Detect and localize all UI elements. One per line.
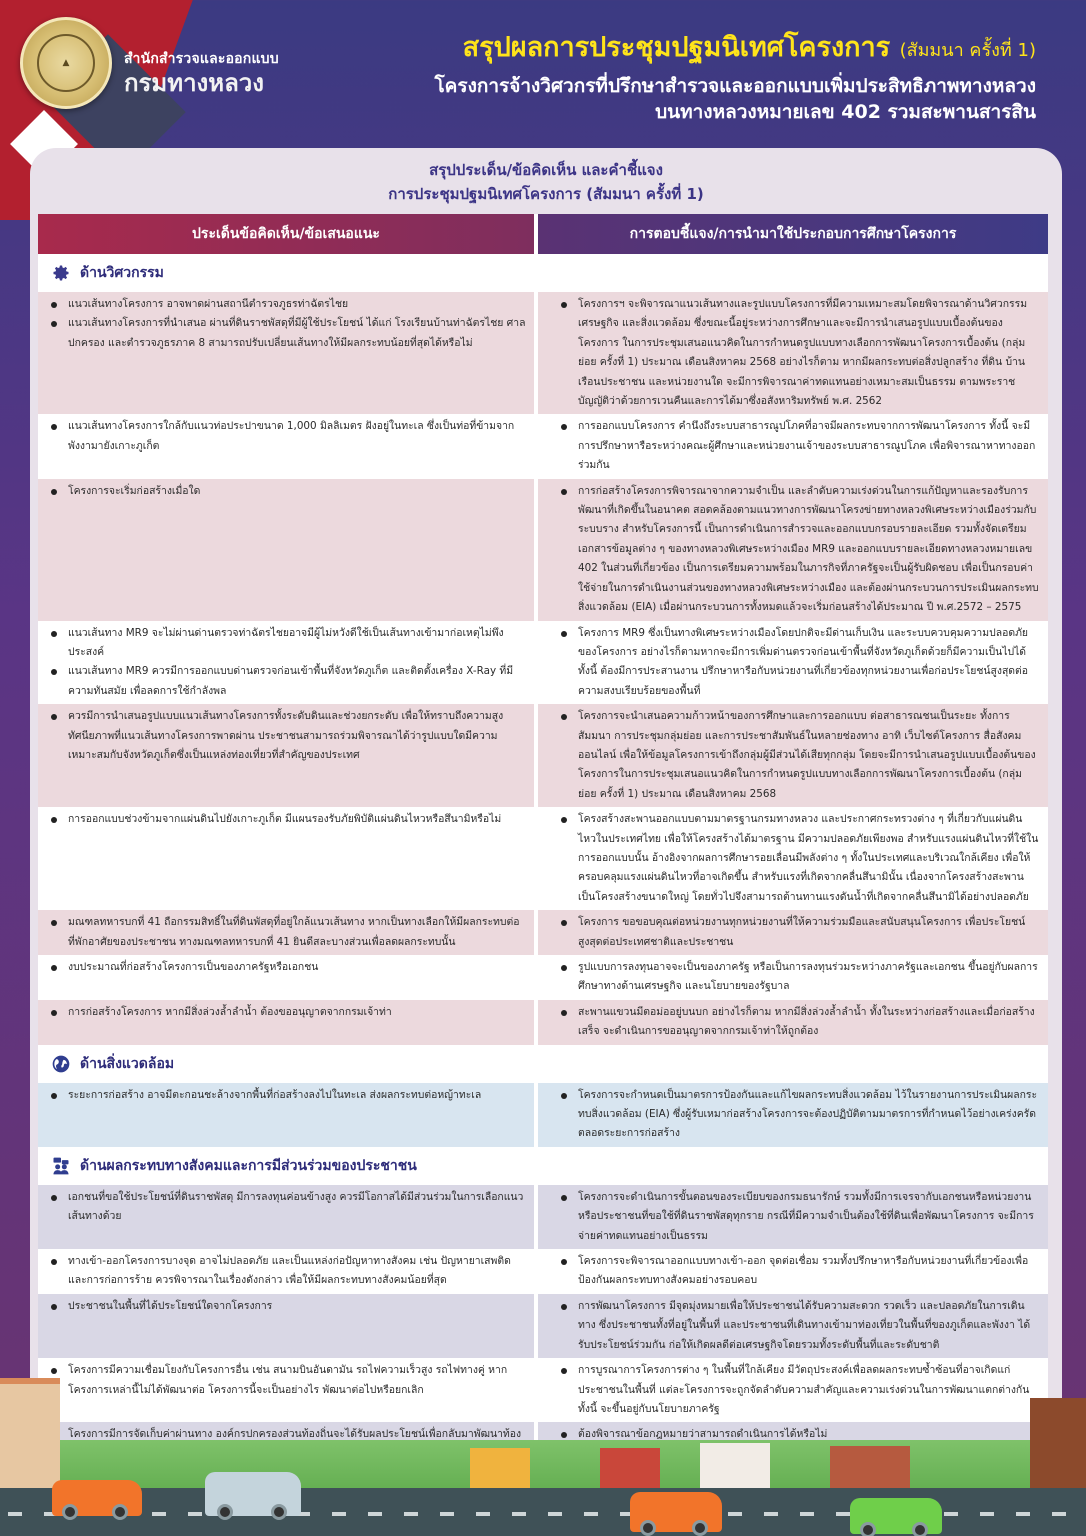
response-cell — [538, 1358, 1048, 1422]
issue-cell — [38, 910, 534, 955]
response-cell — [538, 807, 1048, 910]
bullet-list — [46, 295, 526, 353]
org-main-name: กรมทางหลวง — [124, 69, 264, 97]
page-title-text: สรุปผลการประชุมปฐมนิเทศโครงการ — [462, 32, 891, 63]
response-item: การบูรณาการโครงการต่าง ๆ ในพื้นที่ใกล้เคียง มีวัตถุประสงค์เพื่อลดผลกระทบซ้ำซ้อนที่อาจเกิดแก่ประชาชนในพื้นที่ แต่ละโครงการจะถูกจัดลำดับความสำคัญและความเร่งด่วนในการพัฒนาแตกต่างกัน ทั้งนี้ จะขึ้นอยู่กับนโยบายภาครัฐ — [556, 1361, 1040, 1419]
table-row — [38, 1358, 1048, 1422]
table-row — [38, 1083, 1048, 1147]
wheel — [692, 1520, 708, 1536]
table-row — [38, 621, 1048, 705]
issue-cell — [38, 1358, 534, 1422]
lane-dash — [152, 1512, 166, 1516]
house-yellow — [470, 1448, 530, 1488]
bullet-list — [46, 1188, 526, 1227]
response-cell — [538, 414, 1048, 478]
issue-item: เอกชนที่ขอใช้ประโยชน์ที่ดินราชพัสดุ มีการลงทุนค่อนข้างสูง ควรมีโอกาสได้มีส่วนร่วมในการเลือกแนวเส้นทางด้วย — [46, 1188, 526, 1227]
response-item: การพัฒนาโครงการ มีจุดมุ่งหมายเพื่อให้ประชาชนได้รับความสะดวก รวดเร็ว และปลอดภัยในการเดินทาง ซึ่งประชาชนทั้งที่อยู่ในพื้นที่ และประชาชนที่เดินทางเข้ามาท่องเที่ยวในพื้นที่ของภูเก็ตและพังงา ได้รับประโยชน์ร่วมกัน ก่อให้เกิดผลดีต่อเศรษฐกิจโดยรวมทั้งระดับพื้นที่และระดับชาติ — [556, 1297, 1040, 1355]
card-title-line-2: การประชุมปฐมนิเทศโครงการ (สัมมนา ครั้งที่ 1) — [388, 185, 704, 203]
section-header — [38, 254, 1048, 292]
section-header — [38, 1045, 1048, 1083]
card-title — [30, 148, 1062, 206]
response-item: โครงการจะนำเสนอความก้าวหน้าของการศึกษาและการออกแบบ ต่อสาธารณชนเป็นระยะ ทั้งการสัมมนา การประชุมกลุ่มย่อย และการประชาสัมพันธ์ในหลายช่องทาง อาทิ เว็บไซต์โครงการ สื่อสังคมออนไลน์ เพื่อให้ข้อมูลโครงการเข้าถึงกลุ่มผู้มีส่วนได้เสียทุกกลุ่ม โดยจะมีการนำเสนอรูปแบบเบื้องต้นของโครงการในการประชุมเสนอแนวคิดในการกำหนดรูปแบบทางเลือกการพัฒนาโครงการเบื้องต้น (กลุ่มย่อย ครั้งที่ 1) ประมาณ เดือนสิงหาคม 2568 — [556, 707, 1040, 804]
response-item: โครงการจะพิจารณาออกแบบทางเข้า-ออก จุดต่อเชื่อม รวมทั้งปรึกษาหารือกับหน่วยงานที่เกี่ยวข้องเพื่อป้องกันผลกระทบทางสังคมอย่างรอบคอบ — [556, 1252, 1040, 1291]
issue-cell — [38, 704, 534, 807]
response-item: การก่อสร้างโครงการพิจารณาจากความจำเป็น และลำดับความเร่งด่วนในการแก้ปัญหาและรองรับการพัฒนาที่เกิดขึ้นในอนาคต สอดคล้องตามแนวทางการพัฒนาโครงข่ายทางหลวงพิเศษระหว่างเมืองร่วมกับระบบราง สำหรับโครงการนี้ เป็นการดำเนินการสำรวจและออกแบบกรอบรายละเอียด รวมทั้งจัดเตรียมเอกสารข้อมูลต่าง ๆ ของทางหลวงพิเศษระหว่างเมือง MR9 และออกแบบรายละเอียดทางหลวงหมายเลข 402 ในส่วนที่เกี่ยวข้อง เป็นการเตรียมความพร้อมในภารกิจที่ภาครัฐจะเป็นผู้รับผิดชอบ เพื่อเป็นกรอบค่าใช้จ่ายในการดำเนินงานส่วนของทางหลวงพิเศษระหว่างเมือง และต้องผ่านกระบวนการประเมินผลกระทบสิ่งแวดล้อม (EIA) เมื่อผ่านกระบวนการทั้งหมดแล้วจะเริ่มก่อนสร้างได้ประมาณ ปี พ.ศ.2572 – 2575 — [556, 482, 1040, 618]
response-item: โครงการจะดำเนินการขั้นตอนของระเบียบของกรมธนารักษ์ รวมทั้งมีการเจรจากับเอกชนหรือหน่วยงาน หรือประชาชนที่ขอใช้ที่ดินราชพัสดุทุกราย กรณีที่มีความจำเป็นต้องใช้ที่ดินเพื่อพัฒนาโครงการ จะมีการจ่ายค่าทดแทนอย่างเป็นธรรม — [556, 1188, 1040, 1246]
bullet-list — [46, 1086, 526, 1105]
issue-item: แนวเส้นทาง MR9 จะไม่ผ่านด่านตรวจท่าฉัตรไชยอาจมีผู้ไม่หวังดีใช้เป็นเส้นทางเข้ามาก่อเหตุไม่พึงประสงค์ — [46, 624, 526, 663]
issue-item: โครงการจะเริ่มก่อสร้างเมื่อใด — [46, 482, 526, 501]
bullet-list — [556, 1361, 1040, 1419]
lane-dash — [404, 1512, 418, 1516]
issue-cell — [38, 807, 534, 910]
bullet-list — [556, 1252, 1040, 1291]
column-header-responses: การตอบชี้แจง/การนำมาใช้ประกอบการศึกษาโครงการ — [538, 214, 1048, 254]
project-subtitle-2: บนทางหลวงหมายเลข 402 รวมสะพานสารสิน — [655, 101, 1036, 123]
lane-dash — [800, 1512, 814, 1516]
bullet-list — [46, 1252, 526, 1291]
bullet-list — [46, 958, 526, 977]
response-cell — [538, 1249, 1048, 1294]
issue-item: การก่อสร้างโครงการ หากมีสิ่งล่วงล้ำลำน้ำ ต้องขออนุญาตจากกรมเจ้าท่า — [46, 1003, 526, 1022]
response-cell — [538, 704, 1048, 807]
orange-car-right — [630, 1492, 722, 1532]
bullet-list — [556, 707, 1040, 804]
gear-icon — [50, 262, 72, 284]
lane-dash — [440, 1512, 454, 1516]
lane-dash — [1016, 1512, 1030, 1516]
response-item: ต้องพิจารณาข้อกฎหมายว่าสามารถดำเนินการได้หรือไม่ — [556, 1425, 1040, 1444]
lane-dash — [476, 1512, 490, 1516]
issue-cell — [38, 414, 534, 478]
bullet-list — [556, 1003, 1040, 1042]
house-white — [700, 1443, 770, 1488]
response-item: รูปแบบการลงทุนอาจจะเป็นของภาครัฐ หรือเป็นการลงทุนร่วมระหว่างภาครัฐและเอกชน ขึ้นอยู่กับผลการศึกษาทางด้านเศรษฐกิจ และนโยบายของรัฐบาล — [556, 958, 1040, 997]
response-item: โครงการ MR9 ซึ่งเป็นทางพิเศษระหว่างเมืองโดยปกติจะมีด่านเก็บเงิน และระบบควบคุมความปลอดภัยของโครงการ อย่างไรก็ตามหากจะมีการเพิ่มด่านตรวจก่อนเข้าพื้นที่จังหวัดภูเก็ตด้วยก็มีความเป็นไปได้ ทั้งนี้ ต้องมีการประสานงาน ปรึกษาหารือกับหน่วยงานที่เกี่ยวข้องทุกหน่วยงานเพื่อก่อประโยชน์สูงสุดต่อความสงบเรียบร้อยของพื้นที่ — [556, 624, 1040, 702]
bullet-list — [46, 913, 526, 952]
table-body — [38, 254, 1048, 1467]
issue-item: แนวเส้นทางโครงการ อาจพาดผ่านสถานีตำรวจภูธรท่าฉัตรไชย — [46, 295, 526, 314]
issue-item: แนวเส้นทางโครงการที่นำเสนอ ผ่านที่ดินราชพัสดุที่มีผู้ใช้ประโยชน์ ได้แก่ โรงเรียนบ้านท่าฉัตรไชย ศาลปกครอง และตำรวจภูธรภาค 8 สามารถปรับเปลี่ยนเส้นทางให้มีผลกระทบน้อยที่สุดได้หรือไม่ — [46, 314, 526, 353]
building-right — [1030, 1398, 1086, 1488]
response-cell — [538, 955, 1048, 1000]
issue-item: แนวเส้นทาง MR9 ควรมีการออกแบบด่านตรวจก่อนเข้าพื้นที่จังหวัดภูเก็ต และติดตั้งเครื่อง X-Ray ที่มีความทันสมัย เพื่อลดการใช้กำลังพล — [46, 662, 526, 701]
bullet-list — [556, 1188, 1040, 1246]
bullet-list — [556, 624, 1040, 702]
project-subtitle-1: โครงการจ้างวิศวกรที่ปรึกษาสำรวจและออกแบบเพิ่มประสิทธิภาพทางหลวง — [434, 75, 1036, 97]
page-title-paren: (สัมมนา ครั้งที่ 1) — [899, 40, 1036, 61]
bullet-list — [556, 417, 1040, 475]
green-car — [850, 1498, 942, 1534]
issue-cell — [38, 292, 534, 414]
table-row — [38, 1185, 1048, 1249]
wheel — [217, 1504, 233, 1520]
response-cell — [538, 1000, 1048, 1045]
bullet-list — [46, 810, 526, 829]
lane-dash — [836, 1512, 850, 1516]
section-title: ด้านผลกระทบทางสังคมและการมีส่วนร่วมของประชาชน — [80, 1157, 417, 1174]
bullet-list — [556, 482, 1040, 618]
section-title: ด้านวิศวกรรม — [80, 265, 164, 281]
wheel — [62, 1504, 78, 1520]
organization-name — [124, 48, 279, 96]
response-item: โครงการฯ จะพิจารณาแนวเส้นทางและรูปแบบโครงการที่มีความเหมาะสมโดยพิจารณาด้านวิศวกรรม เศรษฐกิจ และสิ่งแวดล้อม ซึ่งขณะนี้อยู่ระหว่างการศึกษาและจะมีการนำเสนอรูปแบบเบื้องต้นของโครงการ ในการประชุมเสนอแนวคิดในการกำหนดรูปแบบทางเลือกการพัฒนาโครงการเบื้องต้น (กลุ่มย่อย ครั้งที่ 1) ประมาณ เดือนสิงหาคม 2568 อย่างไรก็ตาม หากมีผลกระทบต่อสิ่งปลูกสร้าง ที่ดิน บ้านเรือนประชาชน และหน่วยงานใด จะมีการพิจารณาค่าทดแทนอย่างเหมาะสมเป็นธรรม ตามพระราชบัญญัติว่าด้วยการเวนคืนและการได้มาซึ่งอสังหาริมทรัพย์ พ.ศ. 2562 — [556, 295, 1040, 411]
table-row — [38, 807, 1048, 910]
lane-dash — [1052, 1512, 1066, 1516]
house-brown — [830, 1446, 910, 1488]
title-block — [434, 30, 1036, 125]
people-meeting-icon — [50, 1155, 72, 1177]
issue-cell — [38, 1083, 534, 1147]
issue-item: ทางเข้า-ออกโครงการบางจุด อาจไม่ปลอดภัย และเป็นแหล่งก่อปัญหาทางสังคม เช่น ปัญหายาเสพติด และการก่อการร้าย ควรพิจารณาในเรื่องดังกล่าว เพื่อให้มีผลกระทบทางสังคมน้อยที่สุด — [46, 1252, 526, 1291]
bullet-list — [556, 295, 1040, 411]
lane-dash — [512, 1512, 526, 1516]
issue-item: ควรมีการนำเสนอรูปแบบแนวเส้นทางโครงการทั้งระดับดินและช่วงยกระดับ เพื่อให้ทราบถึงความสูงทัศนียภาพที่แนวเส้นทางโครงการพาดผ่าน ประชาชนสามารถร่วมพิจารณาได้ว่ารูปแบบใดมีความเหมาะสมกับจังหวัดภูเก็ตซึ่งเป็นแหล่งท่องเที่ยวที่สำคัญของประเทศ — [46, 707, 526, 765]
bullet-list — [46, 482, 526, 501]
issue-item: ระยะการก่อสร้าง อาจมีตะกอนชะล้างจากพื้นที่ก่อสร้างลงไปในทะเล ส่งผลกระทบต่อหญ้าทะเล — [46, 1086, 526, 1105]
bullet-list — [556, 1086, 1040, 1144]
issue-item: แนวเส้นทางโครงการใกล้กับแนวท่อประปาขนาด 1,000 มิลลิเมตร ฝังอยู่ในทะเล ซึ่งเป็นท่อที่ข้ามจากพังงามายังเกาะภูเก็ต — [46, 417, 526, 456]
response-item: สะพานแขวนมีตอม่ออยู่บนบก อย่างไรก็ตาม หากมีสิ่งล่วงล้ำลำน้ำ ทั้งในระหว่างก่อสร้างและเมื่อก่อสร้างเสร็จ จะดำเนินการขออนุญาตจากกรมเจ้าท่าให้ถูกต้อง — [556, 1003, 1040, 1042]
lane-dash — [764, 1512, 778, 1516]
bullet-list — [46, 624, 526, 702]
issue-cell — [38, 479, 534, 621]
response-cell — [538, 621, 1048, 705]
table-row — [38, 1249, 1048, 1294]
street-scene-illustration — [0, 1440, 1086, 1536]
table-row — [38, 414, 1048, 478]
issue-item: โครงการมีความเชื่อมโยงกับโครงการอื่น เช่น สนามบินอันดามัน รถไฟความเร็วสูง รถไฟทางคู่ หากโครงการเหล่านี้ไม่ได้พัฒนาต่อ โครงการนี้จะเป็นอย่างไร พัฒนาต่อไปหรือยกเลิก — [46, 1361, 526, 1400]
department-of-highways-logo — [20, 17, 112, 109]
lane-dash — [980, 1512, 994, 1516]
table-row — [38, 1000, 1048, 1045]
lane-dash — [584, 1512, 598, 1516]
issue-item: โครงการมีการจัดเก็บค่าผ่านทาง องค์กรปกครองส่วนท้องถิ่นจะได้รับผลประโยชน์เพื่อกลับมาพัฒนาท้อง — [46, 1425, 526, 1464]
bullet-list — [46, 1297, 526, 1316]
column-header-issues: ประเด็นข้อคิดเห็น/ข้อเสนอแนะ — [38, 214, 534, 254]
bullet-list — [46, 1003, 526, 1022]
bullet-list — [46, 1361, 526, 1400]
lane-dash — [8, 1512, 22, 1516]
response-cell — [538, 1294, 1048, 1358]
response-cell — [538, 292, 1048, 414]
response-item: โครงการ ขอขอบคุณต่อหน่วยงานทุกหน่วยงานที่ให้ความร่วมมือและสนับสนุนโครงการ เพื่อประโยชน์สูงสุดต่อประเทศชาติและประชาชน — [556, 913, 1040, 952]
globe-icon — [50, 1053, 72, 1075]
issue-cell — [38, 955, 534, 1000]
response-item: โครงการจะกำหนดเป็นมาตรการป้องกันและแก้ไขผลกระทบสิ่งแวดล้อม ไว้ในรายงานการประเมินผลกระทบสิ่งแวดล้อม (EIA) ซึ่งผู้รับเหมาก่อสร้างโครงการจะต้องปฏิบัติตามมาตรการที่กำหนดไว้อย่างเคร่งครัดตลอดระยะการก่อสร้าง — [556, 1086, 1040, 1144]
issue-item: งบประมาณที่ก่อสร้างโครงการเป็นของภาครัฐหรือเอกชน — [46, 958, 526, 977]
section-title: ด้านสิ่งแวดล้อม — [80, 1055, 175, 1072]
response-item: การออกแบบโครงการ คำนึงถึงระบบสาธารณูปโภคที่อาจมีผลกระทบจากการพัฒนาโครงการ ทั้งนี้ จะมีการปรึกษาหารือระหว่างคณะผู้ศึกษาและหน่วยงานเจ้าของระบบสาธารณูปโภค เพื่อพิจารณาหาทางออกร่วมกัน — [556, 417, 1040, 475]
table-row — [38, 1294, 1048, 1358]
wheel — [640, 1520, 656, 1536]
response-cell — [538, 910, 1048, 955]
org-sub-name: สำนักสำรวจและออกแบบ — [124, 51, 279, 67]
summary-card — [30, 148, 1062, 1441]
logo-emblem-icon: ▲ — [37, 34, 95, 92]
lane-dash — [188, 1512, 202, 1516]
issue-cell — [38, 1294, 534, 1358]
table-header — [38, 214, 1048, 254]
response-cell — [538, 479, 1048, 621]
page-title — [434, 30, 1036, 69]
issue-cell — [38, 1000, 534, 1045]
building-left — [0, 1378, 60, 1488]
bullet-list — [46, 707, 526, 765]
lane-dash — [368, 1512, 382, 1516]
wheel — [912, 1522, 928, 1536]
bullet-list — [556, 913, 1040, 952]
bullet-list — [556, 1297, 1040, 1355]
response-item: โครงสร้างสะพานออกแบบตามมาตรฐานกรมทางหลวง และประกาศกระทรวงต่าง ๆ ที่เกี่ยวกับแผ่นดินไหวในประเทศไทย เพื่อให้โครงสร้างได้มาตรฐาน มีความปลอดภัยเพียงพอ สำหรับแรงแผ่นดินไหวที่ใช้ในการออกแบบนั้น อ้างอิงจากผลการศึกษารอยเลื่อนมีพลังต่าง ๆ ทั้งในประเทศและบริเวณใกล้เคียง เพื่อให้ครอบคลุมแรงแผ่นดินไหวที่อาจเกิดขึ้น สำหรับแรงที่เกิดจากคลื่นสึนามินั้น เนื่องจากโครงสร้างสะพานเป็นโครงสร้างขนาดใหญ่ โดยทั่วไปจึงสามารถต้านทานแรงดันน้ำที่เกิดจากคลื่นสึนามิได้อย่างปลอดภัย — [556, 810, 1040, 907]
table-row — [38, 704, 1048, 807]
page-header — [0, 0, 1086, 150]
wheel — [860, 1522, 876, 1536]
lane-dash — [548, 1512, 562, 1516]
house-red — [600, 1448, 660, 1488]
table-row — [38, 955, 1048, 1000]
lane-dash — [728, 1512, 742, 1516]
table-row — [38, 479, 1048, 621]
orange-car-left — [52, 1480, 142, 1516]
issue-item: ประชาชนในพื้นที่ได้ประโยชน์ใดจากโครงการ — [46, 1297, 526, 1316]
issue-item: การออกแบบช่วงข้ามจากแผ่นดินไปยังเกาะภูเก็ต มีแผนรองรับภัยพิบัติแผ่นดินไหวหรือสึนามิหรือไม่ — [46, 810, 526, 829]
section-header — [38, 1147, 1048, 1185]
lane-dash — [332, 1512, 346, 1516]
table-row — [38, 292, 1048, 414]
bullet-list — [556, 810, 1040, 907]
bullet-list — [46, 417, 526, 456]
issue-cell — [38, 1249, 534, 1294]
issue-item: มณฑลทหารบกที่ 41 ถือกรรมสิทธิ์ในที่ดินพัสดุที่อยู่ใกล้แนวเส้นทาง หากเป็นทางเลือกให้มีผลกระทบต่อที่พักอาศัยของประชาชน ทางมณฑลทหารบกที่ 41 ยินดีสละบางส่วนเพื่อลดผลกระทบนั้น — [46, 913, 526, 952]
table-row — [38, 910, 1048, 955]
wheel — [271, 1504, 287, 1520]
issue-cell — [38, 621, 534, 705]
lane-dash — [944, 1512, 958, 1516]
card-title-line-1: สรุปประเด็น/ข้อคิดเห็น และคำชี้แจง — [429, 161, 663, 179]
issue-cell — [38, 1185, 534, 1249]
wheel — [112, 1504, 128, 1520]
silver-van — [205, 1472, 301, 1516]
response-cell — [538, 1185, 1048, 1249]
response-cell — [538, 1083, 1048, 1147]
bullet-list — [556, 958, 1040, 997]
issues-response-table — [38, 214, 1048, 1467]
